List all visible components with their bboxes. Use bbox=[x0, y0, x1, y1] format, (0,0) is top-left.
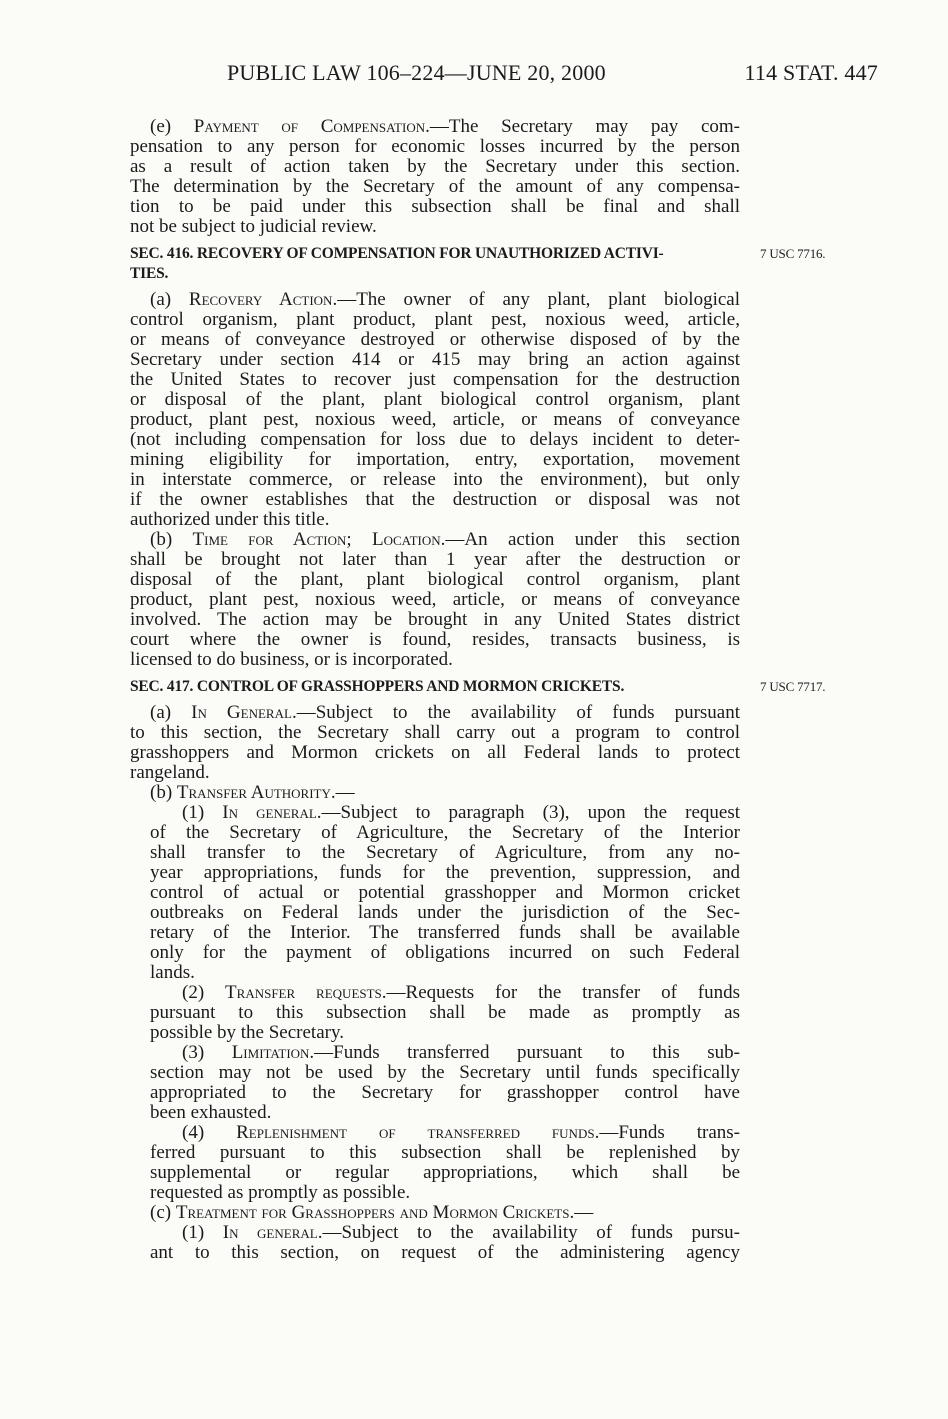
paragraph bbox=[130, 703, 740, 783]
paragraph-text: .— bbox=[330, 782, 355, 803]
paragraph-text: .—An action under this section bbox=[440, 529, 740, 550]
paragraph-label: (3) bbox=[182, 1042, 232, 1063]
paragraph-label: (e) bbox=[150, 116, 194, 137]
paragraph-line bbox=[130, 117, 740, 137]
paragraph-line: appropriated to the Secretary for grasshopper control have bbox=[150, 1082, 740, 1103]
paragraph-line bbox=[130, 1123, 740, 1143]
paragraph bbox=[130, 1203, 740, 1223]
paragraph-line: control of actual or potential grasshopper and Mormon cricket bbox=[150, 882, 740, 903]
paragraph-line bbox=[130, 783, 740, 803]
section-heading bbox=[130, 677, 826, 697]
paragraph-heading: Time for Action; Location bbox=[192, 529, 441, 550]
paragraph-heading: In general bbox=[222, 802, 317, 823]
paragraph bbox=[130, 530, 740, 670]
paragraph-line: ferred pursuant to this subsection shall be replenished by bbox=[150, 1142, 740, 1163]
paragraph-line: pursuant to this subsection shall be made as promptly as bbox=[150, 1002, 740, 1023]
paragraph-text: .—Funds trans- bbox=[594, 1122, 740, 1143]
paragraph-heading: Replenishment of transferred funds bbox=[236, 1122, 595, 1143]
paragraph bbox=[130, 290, 740, 530]
paragraph-text: .—Funds transferred pursuant to this sub- bbox=[309, 1042, 740, 1063]
paragraph-line bbox=[130, 530, 740, 550]
paragraph-text: .— bbox=[569, 1202, 594, 1223]
paragraph-line: or means of conveyance destroyed or otherwise disposed of by the bbox=[130, 329, 740, 350]
paragraph-line: been exhausted. bbox=[150, 1102, 272, 1123]
paragraph-line: not be subject to judicial review. bbox=[130, 216, 377, 237]
paragraph-line: Secretary under section 414 or 415 may bring an action against bbox=[130, 349, 740, 370]
paragraph-line: to this section, the Secretary shall carry out a program to control bbox=[130, 722, 740, 743]
paragraph-label: (b) bbox=[150, 782, 177, 803]
paragraph bbox=[130, 1123, 740, 1203]
paragraph-line bbox=[130, 703, 740, 723]
paragraph-line: rangeland. bbox=[130, 762, 210, 783]
paragraph-line: product, plant pest, noxious weed, article, or means of conveyance bbox=[130, 589, 740, 610]
paragraph-line: outbreaks on Federal lands under the jurisdiction of the Sec- bbox=[150, 902, 740, 923]
paragraph-line: as a result of action taken by the Secretary under this section. bbox=[130, 156, 740, 177]
paragraph bbox=[130, 1043, 740, 1123]
paragraph-line bbox=[130, 803, 740, 823]
paragraph-heading: Limitation bbox=[231, 1042, 310, 1063]
paragraph-line bbox=[130, 1043, 740, 1063]
paragraph-line: or disposal of the plant, plant biological control organism, plant bbox=[130, 389, 740, 410]
paragraph-line: supplemental or regular appropriations, which shall be bbox=[150, 1162, 740, 1183]
paragraph-line: tion to be paid under this subsection shall be final and shall bbox=[130, 196, 740, 217]
paragraph-text: .—The Secretary may pay com- bbox=[425, 116, 740, 137]
paragraph-line: (not including compensation for loss due to delays incident to deter- bbox=[130, 429, 740, 450]
paragraph-line: shall transfer to the Secretary of Agriculture, from any no- bbox=[150, 842, 740, 863]
paragraph-line: mining eligibility for importation, entry, exportation, movement bbox=[130, 449, 740, 470]
paragraph-label: (1) bbox=[182, 802, 223, 823]
paragraph-line bbox=[130, 1223, 740, 1243]
paragraph-line: court where the owner is found, resides, transacts business, is bbox=[130, 629, 740, 650]
paragraph-label: (4) bbox=[182, 1122, 237, 1143]
paragraph-heading: In General bbox=[191, 702, 292, 723]
paragraph-line: possible by the Secretary. bbox=[150, 1022, 344, 1043]
paragraph-line: lands. bbox=[150, 962, 195, 983]
paragraph-label: (2) bbox=[182, 982, 226, 1003]
paragraph-line bbox=[130, 1203, 740, 1223]
paragraph-line: The determination by the Secretary of the amount of any compensa- bbox=[130, 176, 740, 197]
paragraph-line: licensed to do business, or is incorporated. bbox=[130, 649, 453, 670]
section-heading-line: SEC. 417. CONTROL OF GRASSHOPPERS AND MORMON CRICKETS. bbox=[130, 678, 625, 695]
paragraph-text: .—Subject to paragraph (3), upon the request bbox=[316, 802, 740, 823]
paragraph-line bbox=[130, 983, 740, 1003]
paragraph-heading: Recovery Action bbox=[188, 289, 333, 310]
paragraph-label: (b) bbox=[150, 529, 193, 550]
paragraph-line: section may not be used by the Secretary until funds specifically bbox=[150, 1062, 740, 1083]
paragraph-heading: Treatment for Grasshoppers and Mormon Crickets bbox=[175, 1202, 570, 1223]
paragraph-heading: Transfer Authority bbox=[176, 782, 331, 803]
paragraph-line: year appropriations, funds for the prevention, suppression, and bbox=[150, 862, 740, 883]
paragraph bbox=[130, 983, 740, 1043]
running-header-page: 114 STAT. 447 bbox=[744, 60, 878, 85]
section-heading bbox=[130, 244, 826, 284]
paragraph-line: only for the payment of obligations incurred on such Federal bbox=[150, 942, 740, 963]
paragraph-line: pensation to any person for economic losses incurred by the person bbox=[130, 136, 740, 157]
paragraph bbox=[130, 117, 740, 237]
margin-citation: 7 USC 7716. bbox=[760, 246, 826, 261]
paragraph-label: (a) bbox=[150, 702, 192, 723]
paragraph bbox=[130, 1223, 740, 1263]
paragraph-heading: Transfer requests bbox=[225, 982, 382, 1003]
paragraph-label: (c) bbox=[150, 1202, 176, 1223]
paragraph-text: .—Requests for the transfer of funds bbox=[381, 982, 741, 1003]
section-heading-line: TIES. bbox=[130, 265, 169, 282]
paragraph-heading: Payment of Compensation bbox=[193, 116, 426, 137]
paragraph-line: the United States to recover just compensation for the destruction bbox=[130, 369, 740, 390]
paragraph-line: of the Secretary of Agriculture, the Secretary of the Interior bbox=[150, 822, 740, 843]
paragraph-line: grasshoppers and Mormon crickets on all Federal lands to protect bbox=[130, 742, 740, 763]
paragraph bbox=[130, 783, 740, 803]
running-header-title: PUBLIC LAW 106–224—JUNE 20, 2000 bbox=[227, 60, 606, 85]
paragraph-text: .—The owner of any plant, plant biological bbox=[332, 289, 740, 310]
document-body bbox=[130, 116, 826, 1263]
paragraph-line: involved. The action may be brought in any United States district bbox=[130, 609, 740, 630]
paragraph-line: control organism, plant product, plant pest, noxious weed, article, bbox=[130, 309, 740, 330]
paragraph-line: product, plant pest, noxious weed, article, or means of conveyance bbox=[130, 409, 740, 430]
paragraph-line: authorized under this title. bbox=[130, 509, 330, 530]
paragraph bbox=[130, 803, 740, 983]
paragraph-text: .—Subject to the availability of funds pursu- bbox=[317, 1222, 741, 1243]
paragraph-line: retary of the Interior. The transferred funds shall be available bbox=[150, 922, 740, 943]
paragraph-line: requested as promptly as possible. bbox=[150, 1182, 411, 1203]
paragraph-line: if the owner establishes that the destruction or disposal was not bbox=[130, 489, 740, 510]
paragraph-heading: In general bbox=[222, 1222, 318, 1243]
margin-citation: 7 USC 7717. bbox=[760, 679, 826, 694]
paragraph-line: ant to this section, on request of the administering agency bbox=[150, 1242, 740, 1263]
paragraph-label: (1) bbox=[182, 1222, 223, 1243]
paragraph-line: disposal of the plant, plant biological control organism, plant bbox=[130, 569, 740, 590]
paragraph-line: in interstate commerce, or release into the environment), but only bbox=[130, 469, 740, 490]
section-heading-line: SEC. 416. RECOVERY OF COMPENSATION FOR UNAUTHORIZED ACTIVI- bbox=[130, 245, 664, 262]
paragraph-text: .—Subject to the availability of funds pursuant bbox=[291, 702, 740, 723]
paragraph-label: (a) bbox=[150, 289, 189, 310]
paragraph-line bbox=[130, 290, 740, 310]
paragraph-line: shall be brought not later than 1 year after the destruction or bbox=[130, 549, 740, 570]
